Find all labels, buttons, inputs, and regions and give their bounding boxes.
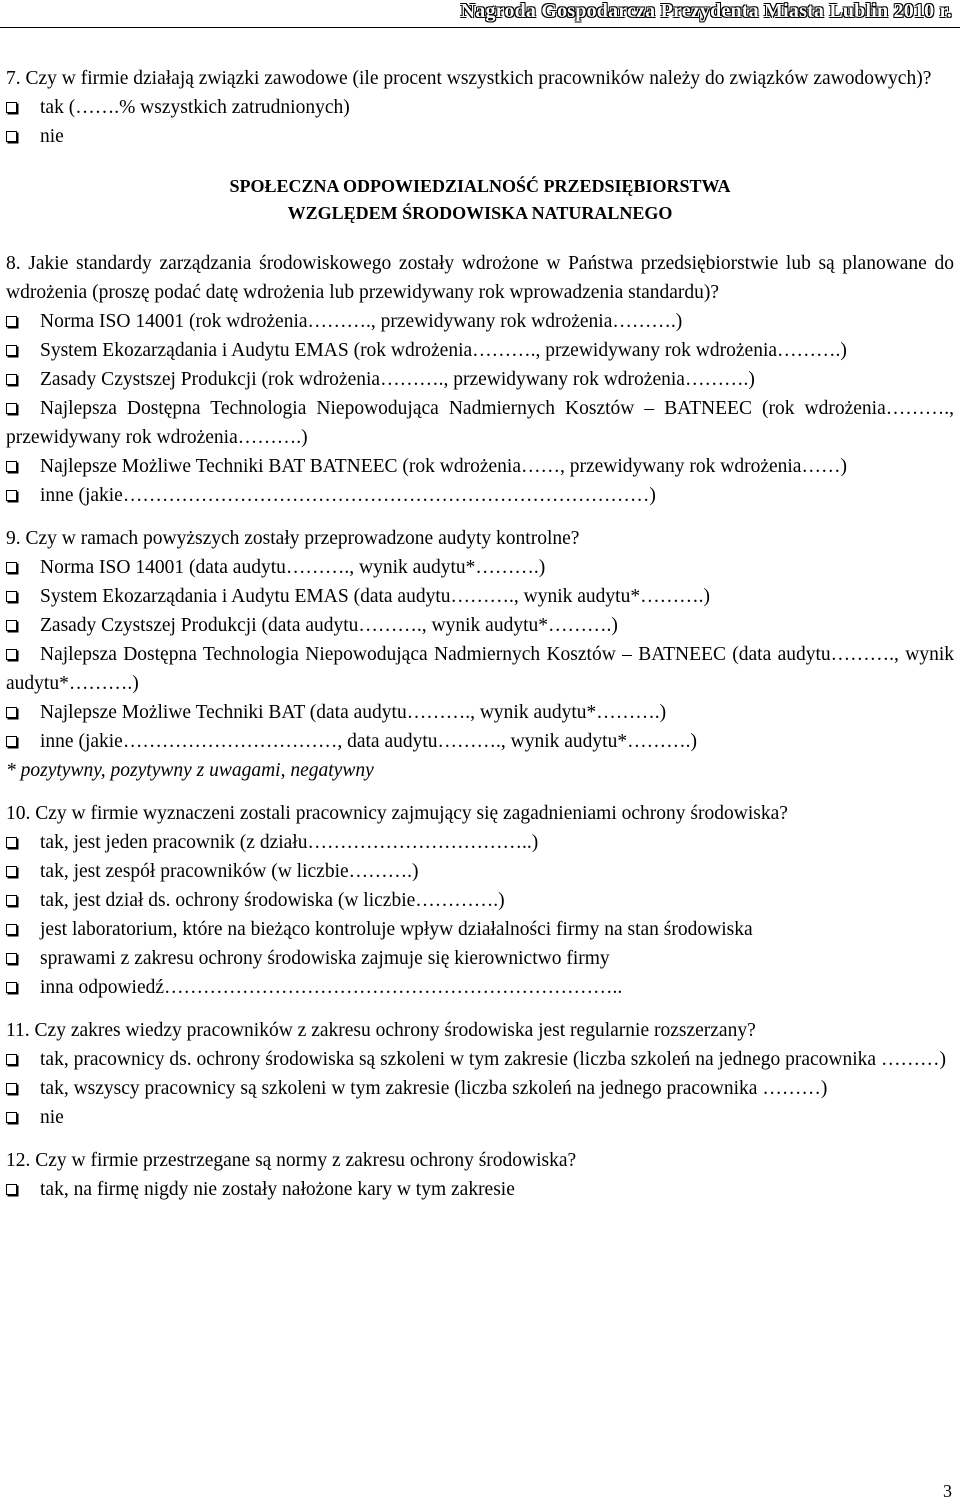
- checkbox-icon[interactable]: [6, 707, 17, 718]
- q11-option-2[interactable]: tak, wszyscy pracownicy są szkoleni w tym zakresie (liczba szkoleń na jednego pracownika ………): [6, 1074, 954, 1103]
- q8-option-5[interactable]: Najlepsze Możliwe Techniki BAT BATNEEC (rok wdrożenia……, przewidywany rok wdrożenia……): [6, 452, 954, 481]
- checkbox-icon[interactable]: [6, 982, 17, 993]
- checkbox-icon[interactable]: [6, 131, 17, 142]
- q8-option-2[interactable]: System Ekozarządania i Audytu EMAS (rok wdrożenia………., przewidywany rok wdrożenia……….): [6, 336, 954, 365]
- q10-option-3[interactable]: tak, jest dział ds. ochrony środowiska (w liczbie………….): [6, 886, 954, 915]
- checkbox-icon[interactable]: [6, 953, 17, 964]
- checkbox-icon[interactable]: [6, 866, 17, 877]
- q9-option-3[interactable]: Zasady Czystszej Produkcji (data audytu………., wynik audytu*……….): [6, 611, 954, 640]
- q11-option-1[interactable]: tak, pracownicy ds. ochrony środowiska są szkoleni w tym zakresie (liczba szkoleń na jednego pracownika ………): [6, 1045, 954, 1074]
- checkbox-icon[interactable]: [6, 924, 17, 935]
- q8-option-4[interactable]: Najlepsza Dostępna Technologia Niepowodująca Nadmiernych Kosztów – BATNEEC (rok wdrożenia………., przewidywany rok wdrożenia……….): [6, 398, 954, 448]
- q11-option-3[interactable]: nie: [6, 1103, 954, 1132]
- checkbox-icon[interactable]: [6, 1054, 17, 1065]
- q10-option-6[interactable]: inna odpowiedź……………………………………………………………..: [6, 973, 954, 1002]
- checkbox-icon[interactable]: [6, 461, 17, 472]
- q7-option-2[interactable]: nie: [6, 122, 954, 151]
- section-title-line-2: WZGLĘDEM ŚRODOWISKA NATURALNEGO: [287, 203, 673, 223]
- checkbox-icon[interactable]: [6, 1112, 17, 1123]
- q8-option-1[interactable]: Norma ISO 14001 (rok wdrożenia………., przewidywany rok wdrożenia……….): [6, 307, 954, 336]
- q10-option-5[interactable]: sprawami z zakresu ochrony środowiska zajmuje się kierownictwo firmy: [6, 944, 954, 973]
- header-rule: [0, 27, 960, 28]
- page-number: 3: [943, 1481, 952, 1501]
- question-9: 9. Czy w ramach powyższych zostały przeprowadzone audyty kontrolne?: [6, 528, 580, 549]
- question-7: 7. Czy w firmie działają związki zawodowe (ile procent wszystkich pracowników należy do związków zawodowych)?: [6, 68, 932, 89]
- checkbox-icon[interactable]: [6, 490, 17, 501]
- checkbox-icon[interactable]: [6, 591, 17, 602]
- q10-option-2[interactable]: tak, jest zespół pracowników (w liczbie……….): [6, 857, 954, 886]
- q9-footnote: * pozytywny, pozytywny z uwagami, negatywny: [6, 760, 374, 781]
- section-title-line-1: SPOŁECZNA ODPOWIEDZIALNOŚĆ PRZEDSIĘBIORSTWA: [229, 176, 731, 196]
- checkbox-icon[interactable]: [6, 562, 17, 573]
- q9-option-2[interactable]: System Ekozarządania i Audytu EMAS (data audytu………., wynik audytu*……….): [6, 582, 954, 611]
- question-10: 10. Czy w firmie wyznaczeni zostali pracownicy zajmujący się zagadnieniami ochrony środowiska?: [6, 803, 788, 824]
- checkbox-icon[interactable]: [6, 102, 17, 113]
- checkbox-icon[interactable]: [6, 316, 17, 327]
- question-11: 11. Czy zakres wiedzy pracowników z zakresu ochrony środowiska jest regularnie rozszerzany?: [6, 1020, 756, 1041]
- q9-option-4[interactable]: Najlepsza Dostępna Technologia Niepowodująca Nadmiernych Kosztów – BATNEEC (data audytu………., wynik audytu*……….): [6, 644, 954, 694]
- checkbox-icon[interactable]: [6, 895, 17, 906]
- document-body: [6, 64, 954, 1204]
- checkbox-icon[interactable]: [6, 374, 17, 385]
- checkbox-icon[interactable]: [6, 1184, 17, 1195]
- q8-option-3[interactable]: Zasady Czystszej Produkcji (rok wdrożenia………., przewidywany rok wdrożenia……….): [6, 365, 954, 394]
- checkbox-icon[interactable]: [6, 620, 17, 631]
- q12-option-1[interactable]: tak, na firmę nigdy nie zostały nałożone kary w tym zakresie: [6, 1175, 954, 1204]
- q9-option-5[interactable]: Najlepsze Możliwe Techniki BAT (data audytu………., wynik audytu*……….): [6, 698, 954, 727]
- q10-option-4[interactable]: jest laboratorium, które na bieżąco kontroluje wpływ działalności firmy na stan środowiska: [6, 915, 954, 944]
- q10-option-1[interactable]: tak, jest jeden pracownik (z działu……………………………..): [6, 828, 954, 857]
- checkbox-icon[interactable]: [6, 736, 17, 747]
- q8-option-6[interactable]: inne (jakie………………………………………………………………………): [6, 481, 954, 510]
- checkbox-icon[interactable]: [6, 345, 17, 356]
- checkbox-icon[interactable]: [6, 403, 17, 414]
- q7-option-1[interactable]: tak (…….% wszystkich zatrudnionych): [6, 93, 954, 122]
- q9-option-6[interactable]: inne (jakie……………………………, data audytu………., wynik audytu*……….): [6, 727, 954, 756]
- q9-option-1[interactable]: Norma ISO 14001 (data audytu………., wynik audytu*……….): [6, 553, 954, 582]
- checkbox-icon[interactable]: [6, 837, 17, 848]
- running-header: [0, 0, 960, 28]
- checkbox-icon[interactable]: [6, 649, 17, 660]
- question-12: 12. Czy w firmie przestrzegane są normy z zakresu ochrony środowiska?: [6, 1150, 577, 1171]
- question-8: 8. Jakie standardy zarządzania środowiskowego zostały wdrożone w Państwa przedsiębiorstwie lub są planowane do wdrożenia (proszę podać datę wdrożenia lub przewidywany rok wprowadzenia standardu)?: [6, 253, 954, 303]
- header-title: Nagroda Gospodarcza Prezydenta Miasta Lublin 2010 r.: [460, 0, 952, 22]
- checkbox-icon[interactable]: [6, 1083, 17, 1094]
